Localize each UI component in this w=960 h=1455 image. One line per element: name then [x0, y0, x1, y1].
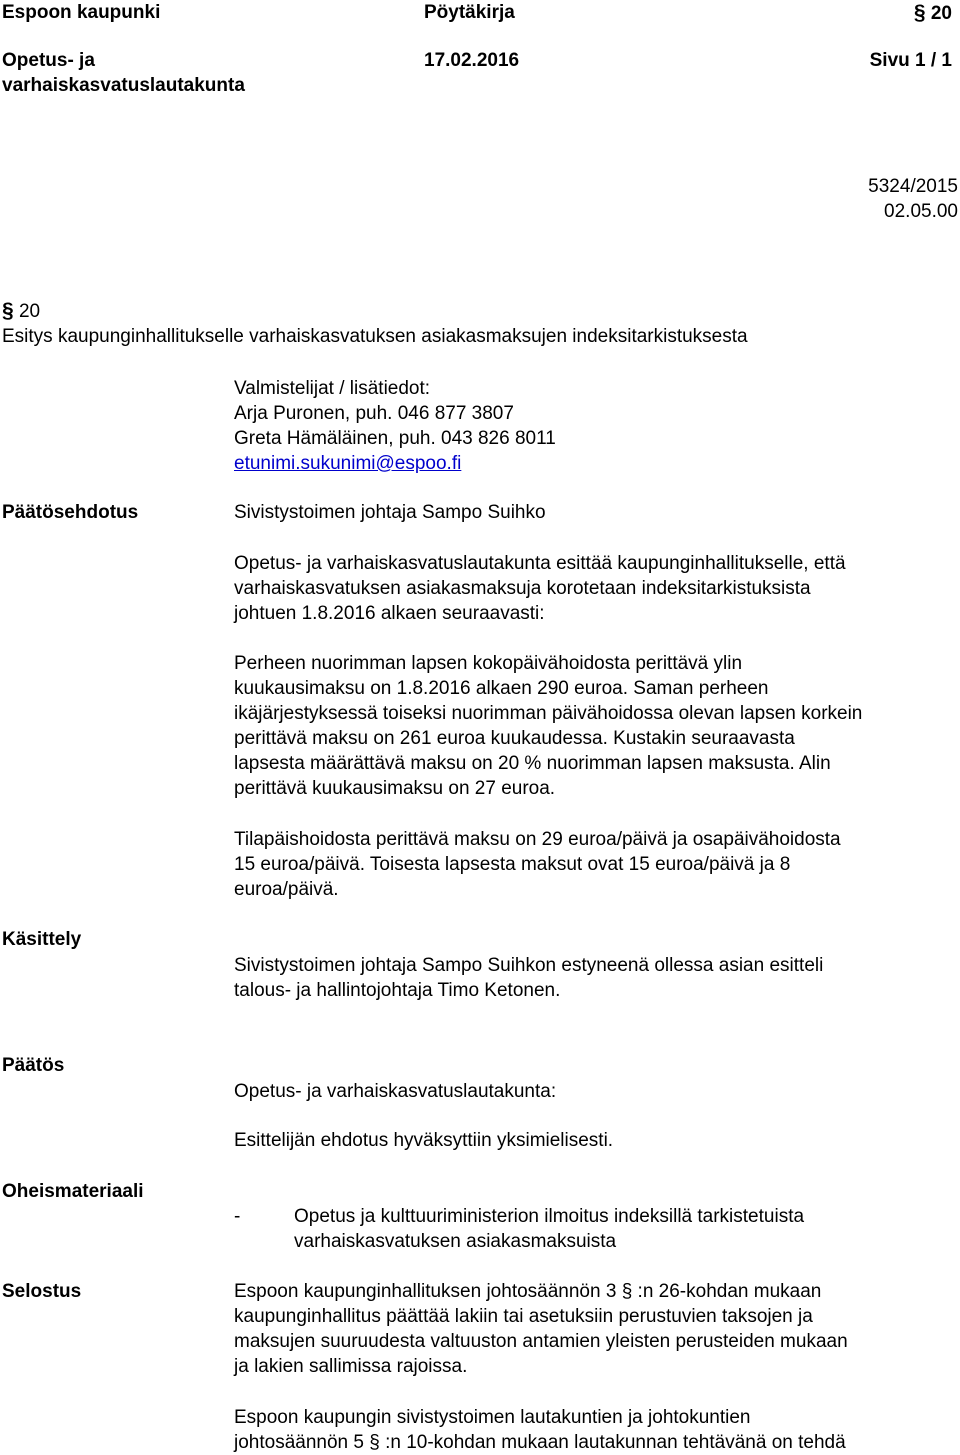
attachment-item: Opetus ja kulttuuriministerion ilmoitus indeksillä tarkistetuista varhaiskasvatuksen asiakasmaksuista — [294, 1206, 805, 1252]
handling-heading: Käsittely — [2, 929, 82, 950]
decision-heading: Päätös — [2, 1055, 65, 1076]
class-code: 02.05.00 — [884, 201, 958, 222]
section-symbol-icon: § — [2, 299, 14, 322]
org-name: Espoon kaupunki — [2, 2, 161, 23]
item-number: § 20 — [2, 299, 41, 322]
header-section-number: § 20 — [913, 1, 952, 24]
explanation-paragraph-1: Espoon kaupunginhallituksen johtosäännön 3 § :n 26-kohdan mukaan kaupunginhallitus päättää lakiin tai asetuksiin perustuvien taksojen ja maksujen suuruudesta valtuuston antamien yleisten perusteiden mukaan ja lakien sallimissa rajoissa. — [234, 1281, 848, 1377]
email-link[interactable]: etunimi.sukunimi@espoo.fi — [234, 453, 462, 474]
attachment-bullet: - — [234, 1206, 241, 1227]
preparer-2: Greta Hämäläinen, puh. 043 826 8011 — [234, 428, 556, 449]
decision-text: Esittelijän ehdotus hyväksyttiin yksimielisesti. — [234, 1130, 614, 1151]
explanation-paragraph-2: Espoon kaupungin sivistystoimen lautakuntien ja johtokuntien johtosäännön 5 § :n 10-kohdan mukaan lautakunnan tehtävänä on tehdä — [234, 1407, 846, 1453]
preparers-label: Valmistelijat / lisätiedot: — [234, 378, 431, 399]
page-number: Sivu 1 / 1 — [869, 50, 952, 71]
handling-text: Sivistystoimen johtaja Sampo Suihkon estyneenä ollessa asian esitteli talous- ja hallintojohtaja Timo Ketonen. — [234, 955, 824, 1001]
section-symbol-icon: § — [913, 1, 926, 24]
proposal-paragraph-3: Tilapäishoidosta perittävä maksu on 29 euroa/päivä ja osapäivähoidosta 15 euroa/päivä. Toisesta lapsesta maksut ovat 15 euroa/päivä ja 8 euroa/päivä. — [234, 829, 841, 900]
proposal-paragraph-2: Perheen nuorimman lapsen kokopäivähoidosta perittävä ylin kuukausimaksu on 1.8.2016 alkaen 290 euroa. Saman perheen ikäjärjestyksessä toiseksi nuorimman päivähoidossa olevan lapsen korkein perittävä maksu on 261 euroa kuukaudessa. Kustakin seuraavasta lapsesta määrättävä maksu on 20 % nuorimman lapsen maksusta. Alin perittävä kuukausimaksu on 27 euroa. — [234, 653, 863, 799]
preparer-1: Arja Puronen, puh. 046 877 3807 — [234, 403, 514, 424]
diary-number: 5324/2015 — [868, 176, 958, 197]
explanation-heading: Selostus — [2, 1281, 82, 1302]
proposal-paragraph-1: Opetus- ja varhaiskasvatuslautakunta esittää kaupunginhallitukselle, että varhaiskasvatuksen asiakasmaksuja korotetaan indeksitarkistuksista johtuen 1.8.2016 alkaen seuraavasti: — [234, 553, 846, 624]
document-type: Pöytäkirja — [424, 2, 515, 23]
decision-board: Opetus- ja varhaiskasvatuslautakunta: — [234, 1081, 557, 1102]
proposer: Sivistystoimen johtaja Sampo Suihko — [234, 502, 546, 523]
board-name: Opetus- ja varhaiskasvatuslautakunta — [2, 50, 245, 96]
proposal-heading: Päätösehdotus — [2, 502, 139, 523]
attachments-heading: Oheismateriaali — [2, 1181, 144, 1202]
preparers-block — [234, 376, 556, 476]
meeting-date: 17.02.2016 — [424, 50, 520, 71]
item-title: Esitys kaupunginhallitukselle varhaiskasvatuksen asiakasmaksujen indeksitarkistuksesta — [2, 326, 748, 347]
